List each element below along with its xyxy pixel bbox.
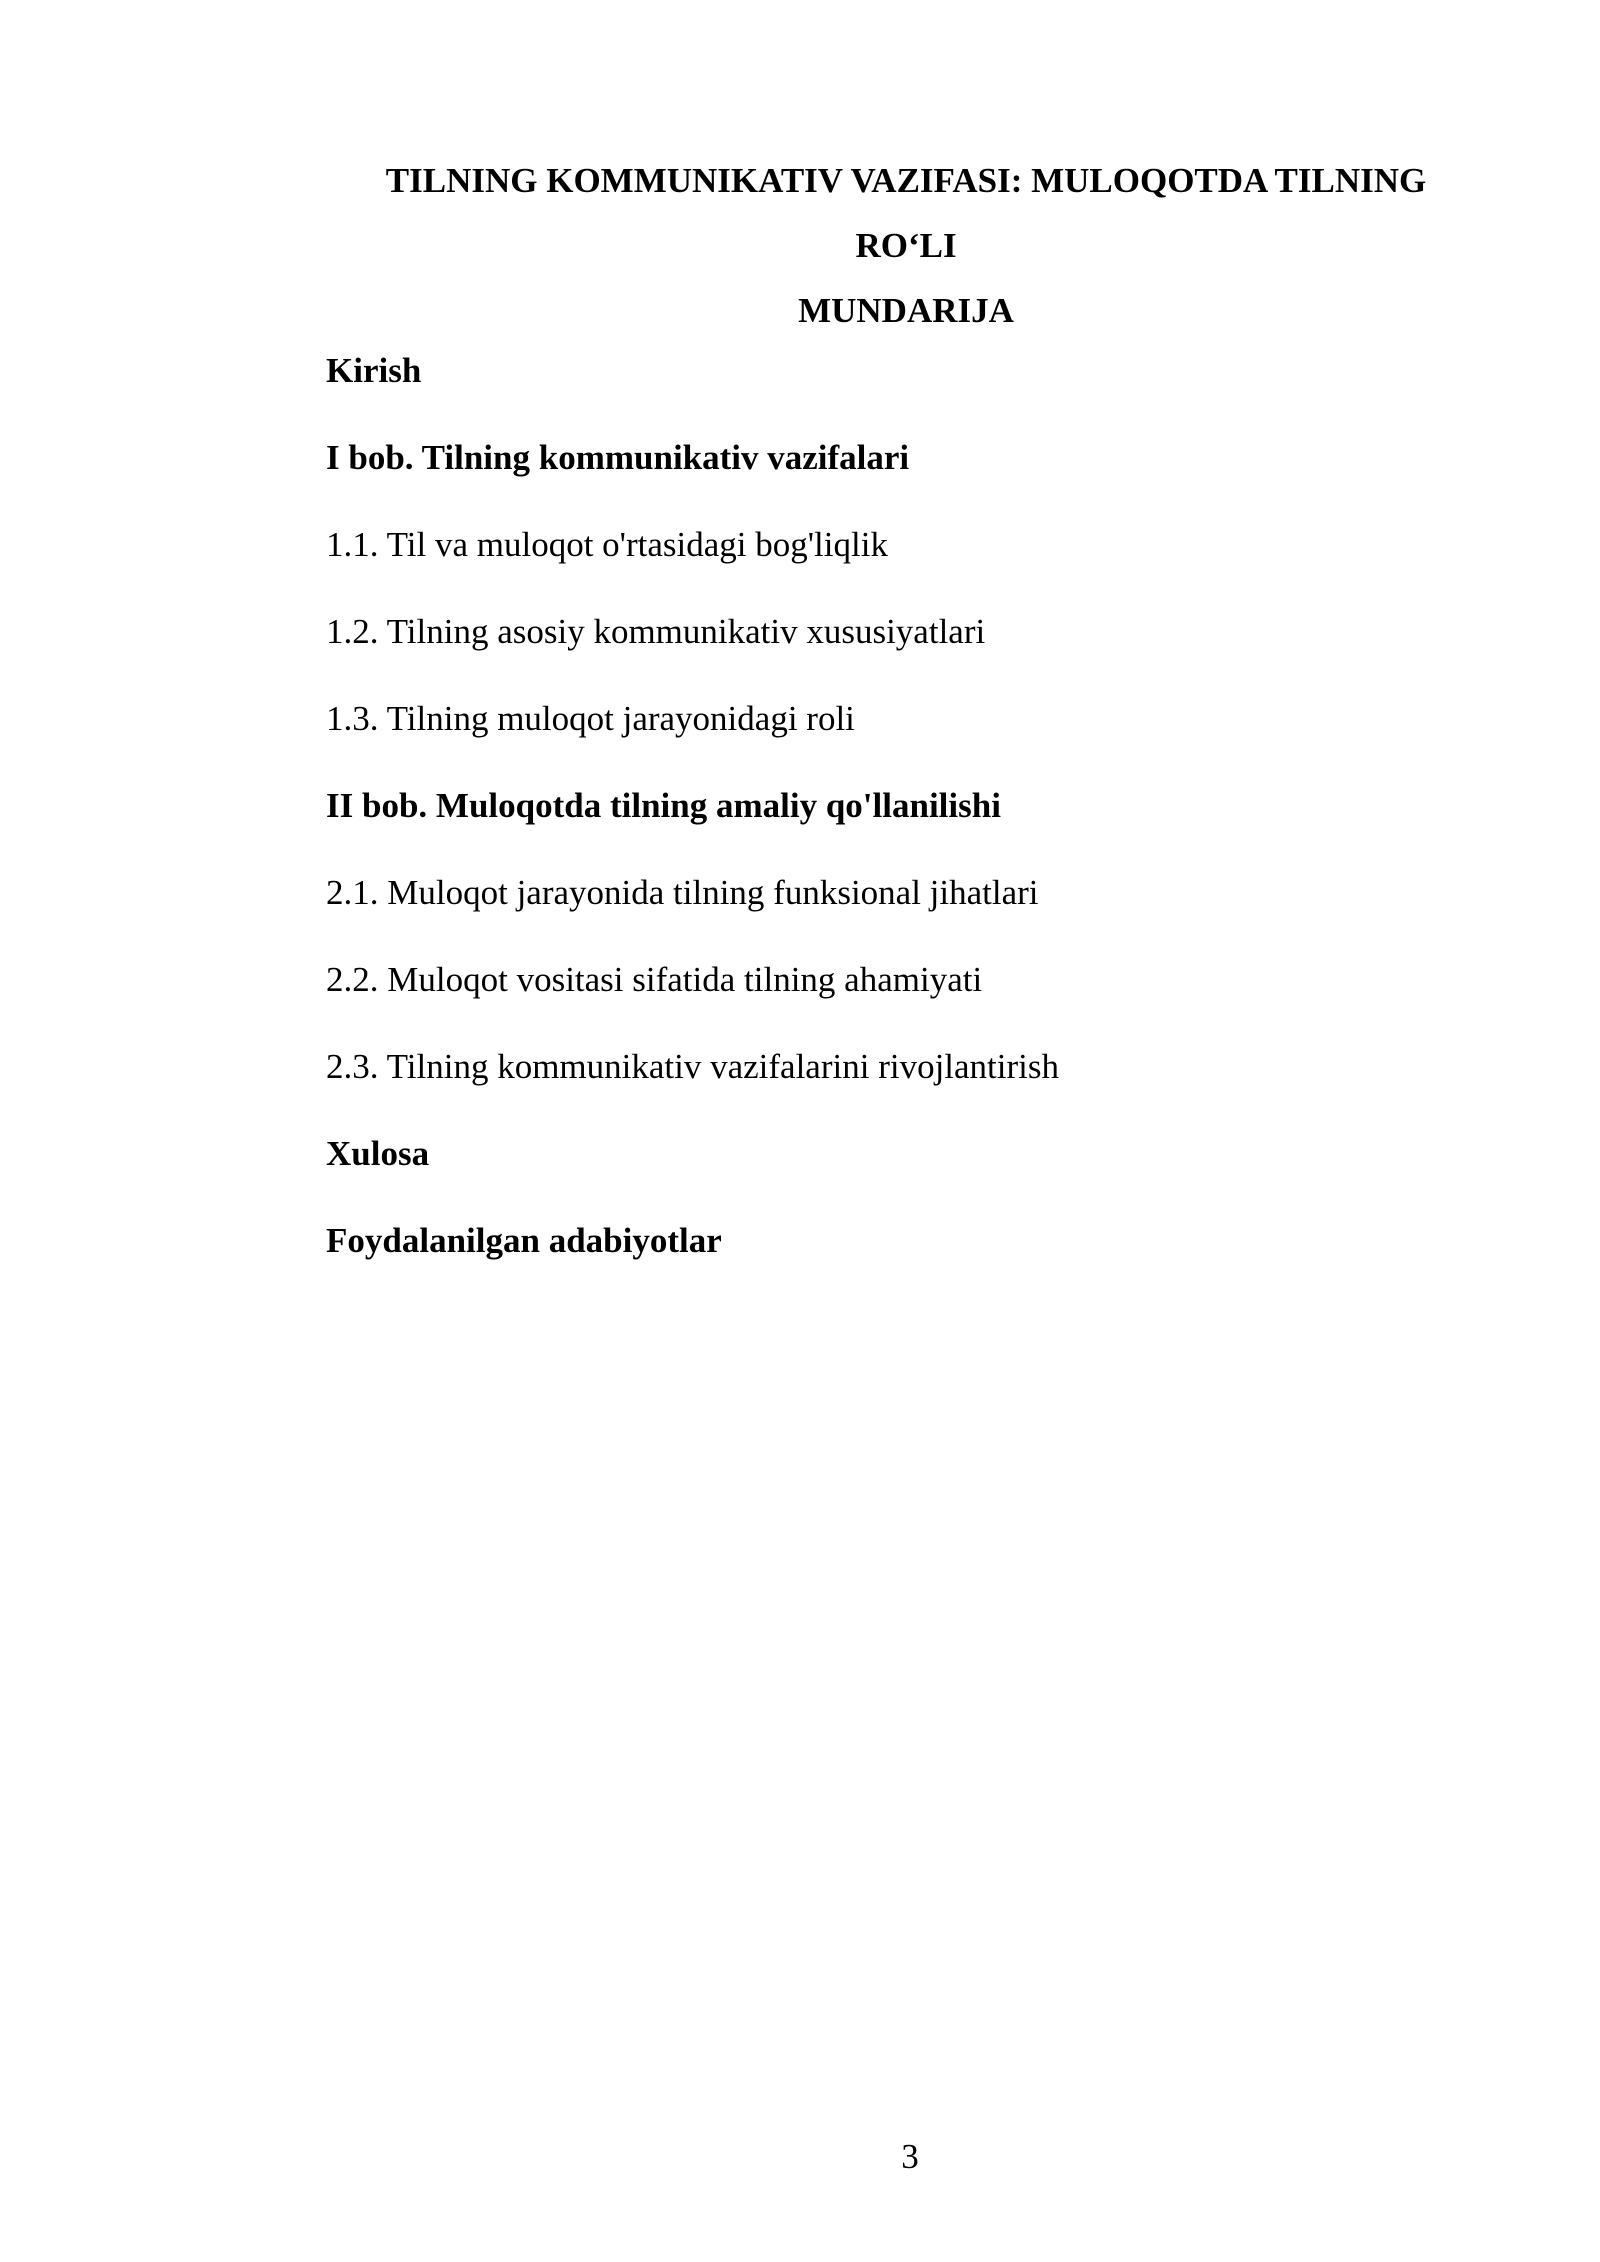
toc-entry-section-1-1: 1.1. Til va muloqot o'rtasidagi bog'liqlik	[326, 525, 888, 564]
toc-entry-section-2-1: 2.1. Muloqot jarayonida tilning funksional jihatlari	[326, 873, 1039, 912]
toc-heading: MUNDARIJA	[798, 291, 1014, 330]
table-of-contents	[326, 341, 1486, 1298]
document-title-line-2: RO‘LI	[855, 226, 957, 265]
toc-entry-chapter-2: II bob. Muloqotda tilning amaliy qo'llanilishi	[326, 786, 1001, 825]
toc-entry-references: Foydalanilgan adabiyotlar	[326, 1221, 722, 1260]
toc-entry-section-2-3: 2.3. Tilning kommunikativ vazifalarini rivojlantirish	[326, 1047, 1060, 1086]
toc-entry-chapter-1: I bob. Tilning kommunikativ vazifalari	[326, 438, 910, 477]
toc-entry-section-1-2: 1.2. Tilning asosiy kommunikativ xususiyatlari	[326, 612, 986, 651]
toc-entry-section-1-3: 1.3. Tilning muloqot jarayonidagi roli	[326, 699, 855, 738]
toc-entry-introduction: Kirish	[326, 351, 422, 390]
toc-entry-section-2-2: 2.2. Muloqot vositasi sifatida tilning ahamiyati	[326, 960, 983, 999]
toc-entry-conclusion: Xulosa	[326, 1134, 430, 1173]
document-title-line-1: TILNING KOMMUNIKATIV VAZIFASI: MULOQOTDA TILNING	[385, 161, 1427, 200]
page-number: 3	[901, 2137, 919, 2176]
title-block	[325, 148, 1487, 343]
